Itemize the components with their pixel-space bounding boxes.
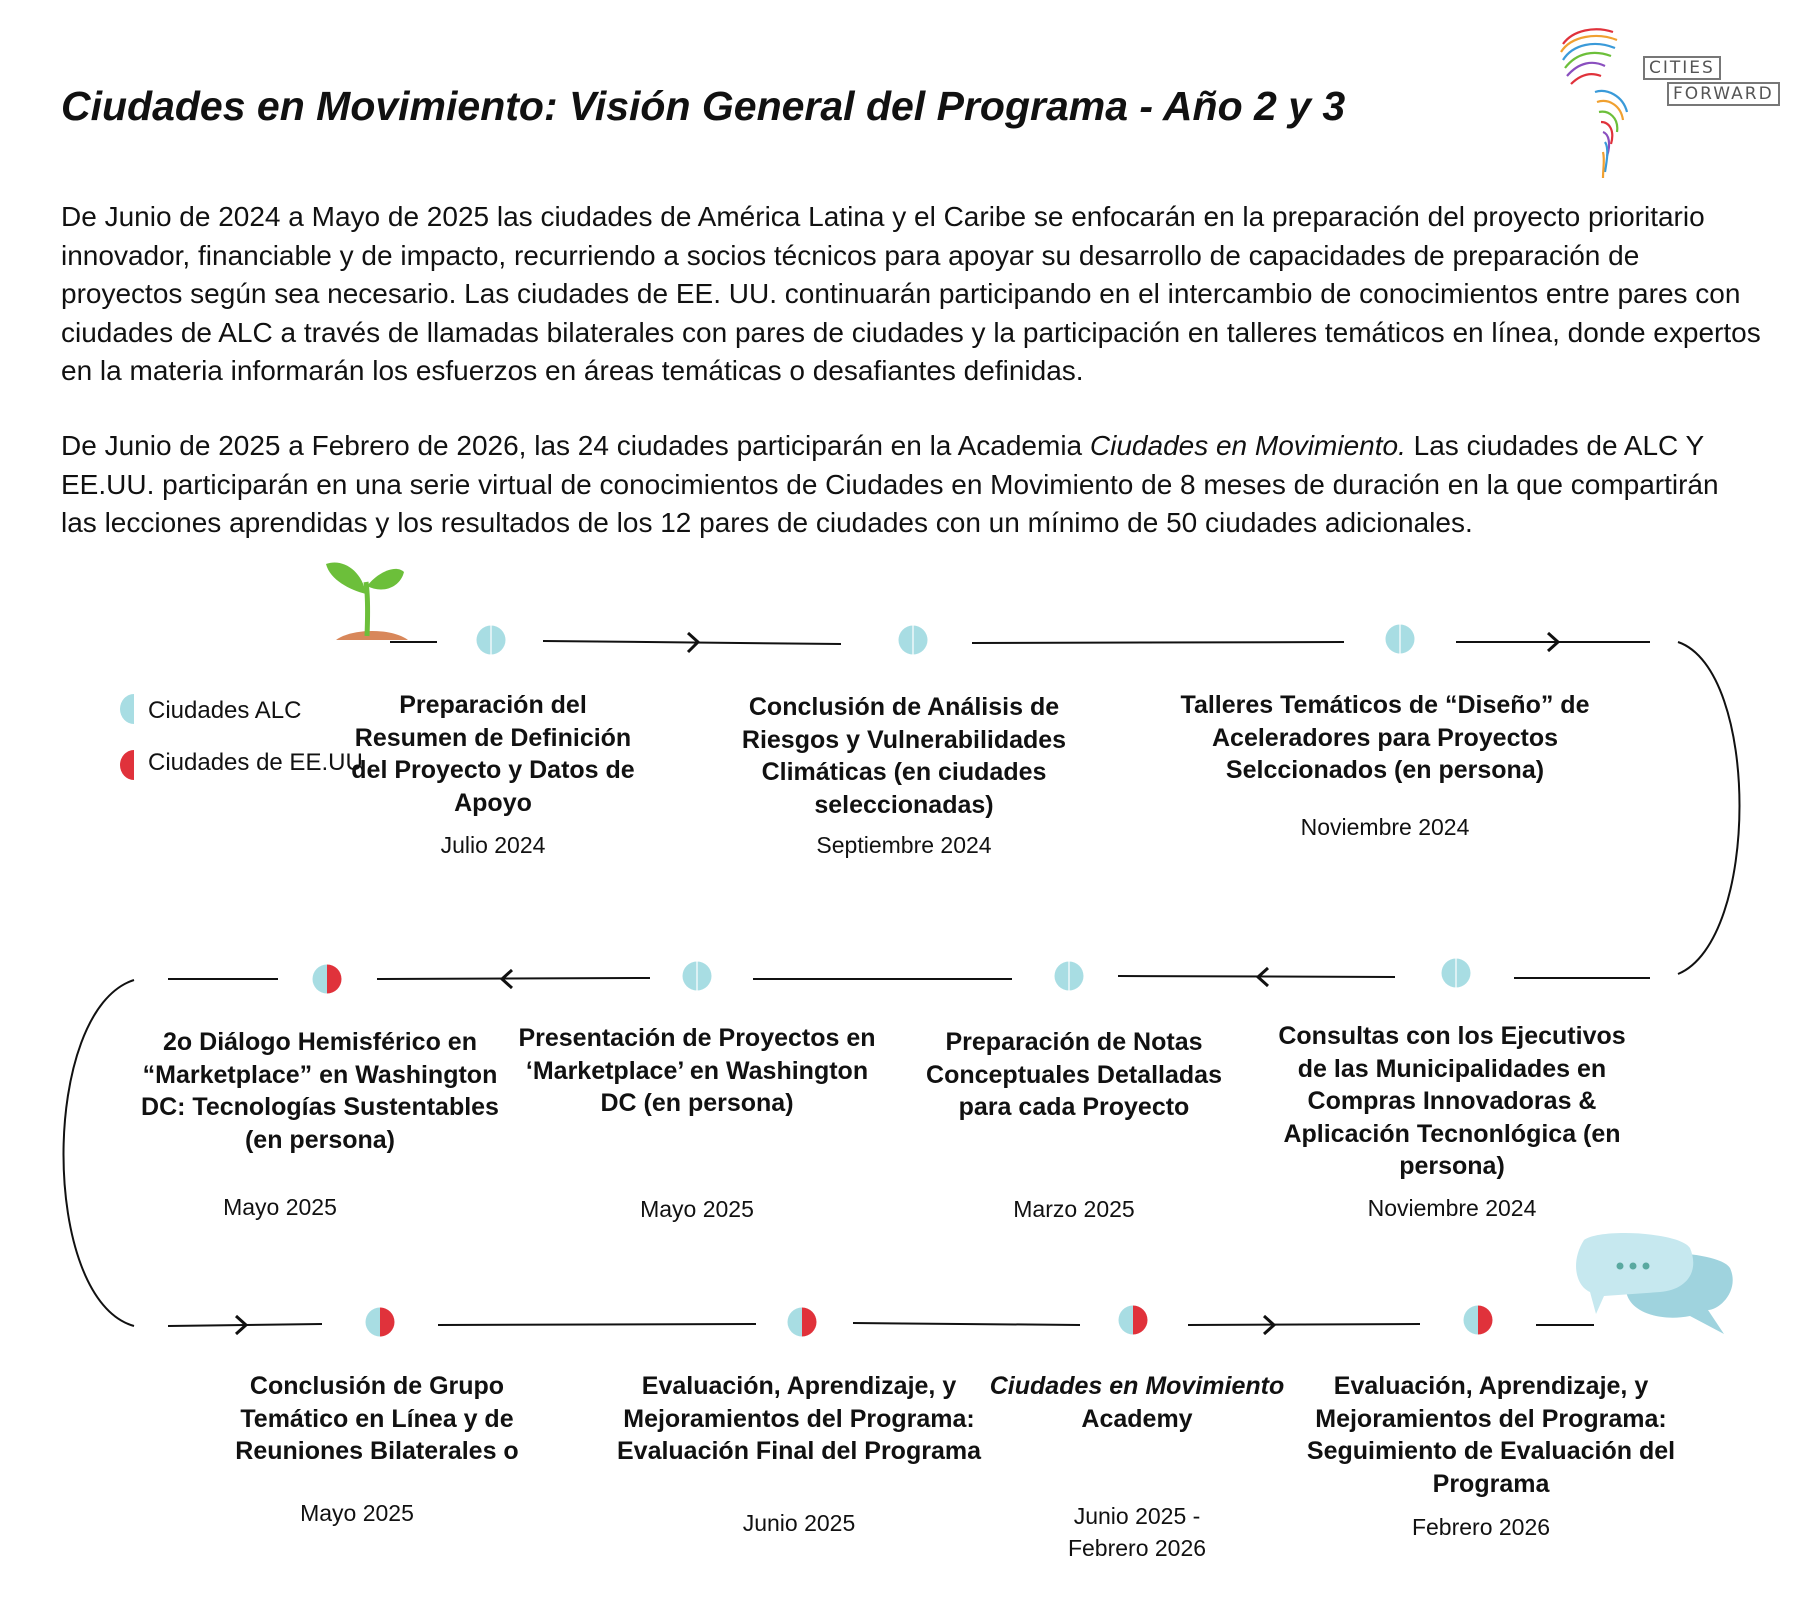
- event-date: Febrero 2026: [1411, 1514, 1551, 1540]
- event-marker-both: [313, 965, 342, 994]
- plant-icon: [326, 562, 408, 640]
- event-title: Preparación de Notas Conceptuales Detalladas para cada Proyecto: [926, 1028, 1222, 1121]
- event-marker-both: [1464, 1306, 1493, 1335]
- chat-dot: [1630, 1263, 1637, 1270]
- timeline-row-2: [168, 968, 1650, 988]
- event-marker-alc: [1442, 959, 1471, 988]
- timeline-event-concept-notes: [916, 1026, 1232, 1222]
- event-title: Evaluación, Aprendizaje, y Mejoramientos del Programa: Seguimiento de Evaluación del Programa: [1306, 1372, 1676, 1498]
- plant-leaf-right: [367, 569, 404, 590]
- event-date: Noviembre 2024: [1367, 1195, 1537, 1221]
- chat-bubbles-icon: [1576, 1233, 1733, 1334]
- legend-alc-marker: [120, 694, 134, 724]
- timeline-row-1: [390, 633, 1650, 652]
- timeline-segment: [438, 1324, 756, 1325]
- marker-half-alc: [366, 1308, 381, 1337]
- paragraph-2-part-2: Las ciudades de ALC Y EE.UU. participarán en una serie virtual de conocimientos de Ciudades en Movimiento de 8 meses de duración en la que compartirán las lecciones aprendidas y los resultados de los 12 pares de ciudades con un mínimo de 50 ciudades adicionales.: [61, 430, 1719, 538]
- timeline-event-final-evaluation: [606, 1370, 992, 1536]
- event-marker-alc: [899, 626, 928, 655]
- marker-half-usa: [380, 1308, 395, 1337]
- marker-half-usa: [802, 1308, 817, 1337]
- marker-half-usa: [1478, 1306, 1493, 1335]
- timeline-event-marketplace-presentation: [512, 1022, 882, 1222]
- event-date: Mayo 2025: [223, 1194, 337, 1220]
- event-title: Conclusión de Análisis de Riesgos y Vulnerabilidades Climáticas (en ciudades seleccionadas): [741, 693, 1067, 819]
- timeline-event-follow-up-evaluation: [1296, 1370, 1686, 1540]
- event-marker-both: [1119, 1306, 1148, 1335]
- timeline-segment: [1188, 1324, 1420, 1325]
- event-date: Julio 2024: [440, 832, 546, 858]
- event-title: Preparación del Resumen de Definición del Proyecto y Datos de Apoyo: [351, 691, 635, 817]
- paragraph-2-italic: Ciudades en Movimiento.: [1089, 430, 1406, 461]
- event-date: Septiembre 2024: [816, 832, 992, 858]
- event-title-text: Academy: [1081, 1404, 1193, 1433]
- timeline-event-thematic-group-conclusion: [214, 1370, 540, 1526]
- legend-markers: [120, 694, 134, 780]
- event-title: Consultas con los Ejecutivos de las Municipalidades en Compras Innovadoras & Aplicación Tecnonlógica (en persona): [1278, 1022, 1626, 1180]
- event-title: 2o Diálogo Hemisférico en “Marketplace” en Washington DC: Tecnologías Sustentables (en persona): [141, 1028, 499, 1154]
- event-title: Presentación de Proyectos en ‘Marketplace’ en Washington DC (en persona): [518, 1024, 876, 1117]
- event-marker-both: [788, 1308, 817, 1337]
- plant-soil: [336, 631, 408, 640]
- marker-half-alc: [788, 1308, 803, 1337]
- marker-half-alc: [1464, 1306, 1479, 1335]
- legend-usa-label: Ciudades de EE.UU: [148, 749, 363, 776]
- event-date: Marzo 2025: [1013, 1196, 1135, 1222]
- timeline-curve-left: [64, 980, 135, 1326]
- timeline-segment: [972, 642, 1344, 643]
- timeline-segment: [853, 1323, 1080, 1325]
- event-title: Evaluación, Aprendizaje, y Mejoramientos del Programa: Evaluación Final del Programa: [616, 1372, 981, 1465]
- timeline-curve-right: [1678, 642, 1740, 974]
- marker-half-usa: [1133, 1306, 1148, 1335]
- event-date: Junio 2025: [742, 1510, 856, 1536]
- legend-alc-label: Ciudades ALC: [148, 697, 302, 724]
- event-marker-alc: [1386, 625, 1415, 654]
- event-marker-alc: [683, 962, 712, 991]
- plant-leaf-left: [326, 562, 366, 594]
- event-marker-alc: [1055, 962, 1084, 991]
- event-date: Noviembre 2024: [1300, 814, 1470, 840]
- timeline-event-academy: [984, 1370, 1290, 1561]
- logo-text-forward: FORWARD: [1667, 82, 1780, 106]
- event-title: Talleres Temáticos de “Diseño” de Aceleradores para Proyectos Selccionados (en persona): [1180, 691, 1590, 784]
- event-date: Mayo 2025: [300, 1500, 414, 1526]
- marker-half-usa: [327, 965, 342, 994]
- chat-dot: [1617, 1263, 1624, 1270]
- legend-usa-marker: [120, 750, 134, 780]
- logo-text-cities: CITIES: [1643, 56, 1721, 80]
- timeline-segment: [543, 641, 841, 644]
- timeline-event-executive-consultations: [1266, 1020, 1638, 1221]
- marker-half-alc: [313, 965, 328, 994]
- plant-stem: [366, 582, 368, 636]
- event-marker-both: [366, 1308, 395, 1337]
- event-date: Junio 2025 - Febrero 2026: [1067, 1503, 1207, 1561]
- timeline-event-hemispheric-dialogue: [134, 1026, 506, 1220]
- timeline-event-project-summary: [340, 689, 646, 858]
- event-date: Mayo 2025: [640, 1196, 754, 1222]
- timeline-event-design-workshops: [1160, 689, 1610, 840]
- timeline-segment: [377, 978, 650, 979]
- event-title: Conclusión de Grupo Temático en Línea y de Reuniones Bilaterales o: [235, 1372, 519, 1465]
- paragraph-2-part-1: De Junio de 2025 a Febrero de 2026, las 24 ciudades participarán en la Academia: [61, 430, 1090, 461]
- chat-dot: [1643, 1263, 1650, 1270]
- marker-half-alc: [1119, 1306, 1134, 1335]
- event-title: [984, 1370, 1290, 1435]
- timeline-event-climate-risk-analysis: [736, 691, 1072, 858]
- event-title-italic: Ciudades en Movimiento: [989, 1372, 1285, 1400]
- intro-paragraph-1: De Junio de 2024 a Mayo de 2025 las ciudades de América Latina y el Caribe se enfocarán en la preparación del proyecto prioritario innovador, financiable y de impacto, recurriendo a socios técnicos para apoyar su desarrollo de capacidades de preparación de proyectos según sea necesario. Las ciudades de EE. UU. continuarán participando en el intercambio de conocimientos entre pares con ciudades de ALC a través de llamadas bilaterales con pares de ciudades y la participación en talleres temáticos en línea, donde expertos en la materia informarán los esfuerzos en áreas temáticas o desafiantes definidas.: [61, 201, 1761, 386]
- event-marker-alc: [477, 626, 506, 655]
- page-title: Ciudades en Movimiento: Visión General del Programa - Año 2 y 3: [61, 83, 1346, 129]
